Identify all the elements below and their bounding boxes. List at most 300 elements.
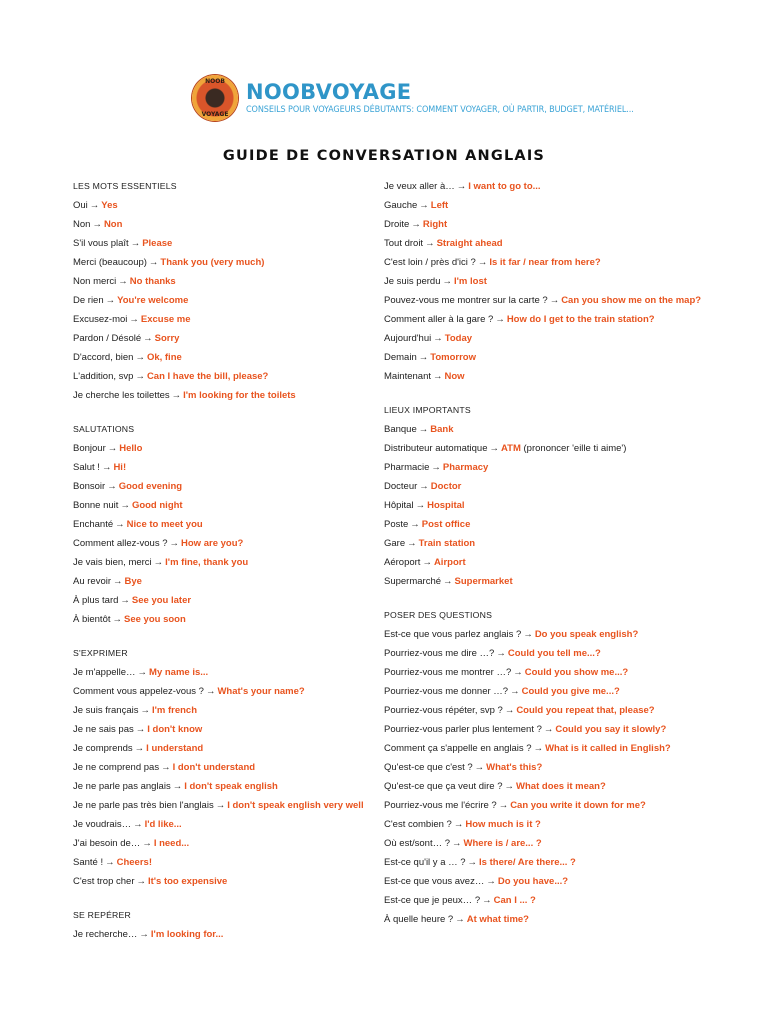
phrase-row <box>384 815 724 834</box>
phrase-french: Poste <box>384 519 409 530</box>
arrow-right-icon: → <box>205 686 216 697</box>
phrase-french: C'est loin / près d'ici ? <box>384 257 476 268</box>
arrow-right-icon: → <box>422 557 432 568</box>
phrase-french: J'ai besoin de… <box>73 838 141 849</box>
phrase-english: Doctor <box>430 481 462 492</box>
phrase-french: De rien <box>73 295 104 306</box>
phrase-row <box>73 515 403 534</box>
phrase-french: Est-ce que vous parlez anglais ? <box>384 629 522 640</box>
phrase-list-salutations <box>73 439 406 629</box>
phrase-french: Est-ce que vous avez… <box>384 876 485 887</box>
phrase-english: It's too expensive <box>147 876 228 887</box>
phrase-english: No thanks <box>129 276 176 287</box>
section-gap <box>73 405 403 420</box>
arrow-right-icon: → <box>133 819 143 830</box>
phrase-list-sexprimer <box>73 663 403 891</box>
arrow-right-icon: → <box>135 352 145 363</box>
phrase-english: I'm looking for... <box>150 929 224 940</box>
phrase-french: Je m'appelle… <box>73 667 136 678</box>
arrow-right-icon: → <box>113 576 123 587</box>
phrase-english: I need... <box>153 838 190 849</box>
arrow-right-icon: → <box>456 181 467 192</box>
phrase-row <box>384 291 724 310</box>
arrow-right-icon: → <box>139 929 149 940</box>
phrase-row <box>384 625 724 644</box>
phrase-french: L'addition, svp <box>73 371 134 382</box>
phrase-english: I'm fine, thank you <box>165 557 249 568</box>
phrase-row <box>384 853 724 872</box>
phrase-english: I'd like... <box>144 819 182 830</box>
arrow-right-icon: → <box>489 443 499 454</box>
phrase-english: Could you say it slowly? <box>555 724 667 735</box>
phrase-english: Is there/ Are there... ? <box>479 857 576 868</box>
phrase-row <box>73 553 403 572</box>
phrase-row <box>384 439 724 458</box>
phrase-french: Docteur <box>384 481 418 492</box>
phrase-french: Maintenant <box>384 371 432 382</box>
phrase-english: At what time? <box>466 914 529 925</box>
phrase-french: Supermarché <box>384 576 442 587</box>
arrow-right-icon: → <box>135 724 146 735</box>
phrase-row <box>384 572 724 591</box>
site-logo[interactable] <box>192 74 634 122</box>
phrase-row <box>73 925 403 944</box>
phrase-row <box>384 348 724 367</box>
phrase-english: I don't know <box>147 724 203 735</box>
arrow-right-icon: → <box>415 500 426 511</box>
arrow-right-icon: → <box>419 481 429 492</box>
phrase-row <box>73 253 403 272</box>
arrow-right-icon: → <box>105 857 115 868</box>
phrase-row <box>384 720 724 739</box>
phrase-french: Non merci <box>73 276 117 287</box>
phrase-english: Please <box>142 238 173 249</box>
phrase-french: Je ne comprend pas <box>73 762 160 773</box>
arrow-right-icon: → <box>137 667 148 678</box>
phrase-row <box>73 663 403 682</box>
phrase-english: What's this? <box>486 762 543 773</box>
arrow-right-icon: → <box>161 762 171 773</box>
arrow-right-icon: → <box>112 614 122 625</box>
phrase-french: Hôpital <box>384 500 414 511</box>
phrase-english: What is it called in English? <box>545 743 671 754</box>
arrow-right-icon: → <box>148 257 159 268</box>
phrase-english: Left <box>430 200 449 211</box>
arrow-right-icon: → <box>105 295 116 306</box>
phrase-french: Aujourd'hui <box>384 333 432 344</box>
phrase-english: I don't understand <box>172 762 256 773</box>
phrase-french: Bonne nuit <box>73 500 119 511</box>
section-gap <box>384 591 724 606</box>
phrase-row <box>73 815 403 834</box>
phrase-english: I understand <box>146 743 204 754</box>
phrase-french: Non <box>73 219 91 230</box>
phrase-english: Could you tell me...? <box>507 648 601 659</box>
section-heading-se-reperer: SE REPÉRER <box>73 910 132 920</box>
phrase-french: Je comprends <box>73 743 133 754</box>
arrow-right-icon: → <box>118 276 128 287</box>
phrase-english: I don't speak english very well <box>227 800 364 811</box>
phrase-english: Can you show me on the map? <box>561 295 702 306</box>
phrase-list-questions <box>384 625 724 929</box>
arrow-right-icon: → <box>92 219 102 230</box>
page-title: GUIDE DE CONVERSATION ANGLAIS <box>222 148 546 164</box>
phrase-row <box>73 477 403 496</box>
phrase-row <box>384 234 724 253</box>
phrase-french: À quelle heure ? <box>384 914 454 925</box>
phrase-row <box>384 701 724 720</box>
phrase-row <box>384 367 724 386</box>
phrase-french: Droite <box>384 219 410 230</box>
phrase-row <box>384 515 724 534</box>
phrase-english: Thank you (very much) <box>160 257 265 268</box>
phrase-french: Pardon / Désolé <box>73 333 142 344</box>
phrase-row <box>384 739 724 758</box>
phrase-english: Where is / are... ? <box>463 838 542 849</box>
phrase-row <box>73 234 403 253</box>
section-heading-mots-essentiels: LES MOTS ESSENTIELS <box>73 181 177 191</box>
phrase-row <box>73 196 403 215</box>
arrow-right-icon: → <box>153 557 164 568</box>
badge-top-text: NOOB <box>205 78 225 85</box>
phrase-row <box>384 196 724 215</box>
phrase-english: Do you speak english? <box>534 629 639 640</box>
phrase-french: Tout droit <box>384 238 424 249</box>
phrase-french: Est-ce qu'il y a … ? <box>384 857 466 868</box>
noobvoyage-badge-icon <box>192 75 238 121</box>
arrow-right-icon: → <box>142 838 152 849</box>
phrase-row <box>73 439 403 458</box>
phrase-french: C'est trop cher <box>73 876 135 887</box>
phrase-list-lieux <box>384 420 724 591</box>
phrase-french: Comment vous appelez-vous ? <box>73 686 204 697</box>
phrase-french: S'il vous plaît <box>73 238 129 249</box>
arrow-right-icon: → <box>135 371 145 382</box>
phrase-english: Now <box>444 371 465 382</box>
phrase-french: Je veux aller à… <box>384 181 455 192</box>
phrase-english: How much is it ? <box>465 819 541 830</box>
phrase-row <box>73 291 403 310</box>
phrase-row <box>384 872 724 891</box>
phrase-row <box>73 496 403 515</box>
right-column <box>384 177 724 929</box>
phrase-french: Est-ce que je peux… ? <box>384 895 481 906</box>
phrase-english: ATM <box>501 443 521 454</box>
phrase-english: Can you write it down for me? <box>510 800 646 811</box>
phrase-english: Do you have...? <box>497 876 569 887</box>
phrase-french: Bonjour <box>73 443 106 454</box>
arrow-right-icon: → <box>452 838 462 849</box>
phrase-french: Comment allez-vous ? <box>73 538 168 549</box>
arrow-right-icon: → <box>89 200 100 211</box>
arrow-right-icon: → <box>523 629 533 640</box>
phrase-row <box>384 777 724 796</box>
phrase-row <box>384 796 724 815</box>
phrase-english: You're welcome <box>117 295 189 306</box>
arrow-right-icon: → <box>477 257 488 268</box>
arrow-right-icon: → <box>169 538 180 549</box>
phrase-english: How do I get to the train station? <box>506 314 655 325</box>
phrase-english: Airport <box>433 557 466 568</box>
phrase-french: Distributeur automatique <box>384 443 488 454</box>
arrow-right-icon: → <box>143 333 153 344</box>
arrow-right-icon: → <box>543 724 554 735</box>
section-heading-lieux: LIEUX IMPORTANTS <box>384 405 471 415</box>
phrase-english: Is it far / near from here? <box>489 257 601 268</box>
phrase-row <box>384 329 724 348</box>
phrase-french: Je vais bien, merci <box>73 557 152 568</box>
arrow-right-icon: → <box>425 238 435 249</box>
arrow-right-icon: → <box>496 648 506 659</box>
phrase-french: Je suis perdu <box>384 276 441 287</box>
phrase-french: Au revoir <box>73 576 112 587</box>
phrase-row <box>384 682 724 701</box>
phrase-french: Enchanté <box>73 519 114 530</box>
phrase-row <box>384 834 724 853</box>
arrow-right-icon: → <box>134 743 145 754</box>
phrase-english: Could you show me...? <box>524 667 629 678</box>
phrase-row <box>384 253 724 272</box>
phrase-row <box>73 591 403 610</box>
phrase-english: Sorry <box>154 333 180 344</box>
phrase-english: See you soon <box>124 614 186 625</box>
arrow-right-icon: → <box>474 762 485 773</box>
phrase-row <box>73 853 403 872</box>
phrase-row <box>384 496 724 515</box>
arrow-right-icon: → <box>510 686 520 697</box>
phrase-english: Today <box>444 333 473 344</box>
phrase-french: À plus tard <box>73 595 119 606</box>
phrase-english: Can I ... ? <box>493 895 536 906</box>
phrase-french: Je suis français <box>73 705 139 716</box>
phrase-english: Right <box>422 219 448 230</box>
arrow-right-icon: → <box>504 781 515 792</box>
phrase-row <box>73 720 403 739</box>
arrow-right-icon: → <box>120 595 130 606</box>
phrase-row <box>73 215 403 234</box>
phrase-french: Demain <box>384 352 417 363</box>
phrase-row <box>384 644 724 663</box>
phrase-row <box>73 758 403 777</box>
phrase-french: Excusez-moi <box>73 314 128 325</box>
phrase-row <box>73 682 403 701</box>
arrow-right-icon: → <box>533 743 544 754</box>
phrase-english: Post office <box>421 519 471 530</box>
phrase-row <box>73 701 403 720</box>
phrase-french: Merci (beaucoup) <box>73 257 147 268</box>
phrase-row <box>73 534 406 553</box>
phrase-row <box>73 834 403 853</box>
phrase-french: Gare <box>384 538 406 549</box>
phrase-english: Good evening <box>118 481 183 492</box>
phrase-french: Pourriez-vous répéter, svp ? <box>384 705 503 716</box>
phrase-row <box>73 310 403 329</box>
badge-bottom-text: VOYAGE <box>201 111 229 118</box>
phrase-row <box>73 739 403 758</box>
phrase-french: Pharmacie <box>384 462 430 473</box>
phrase-french: Pouvez-vous me montrer sur la carte ? <box>384 295 548 306</box>
phrase-list-se-reperer <box>73 925 403 944</box>
brand-block <box>246 81 634 115</box>
arrow-right-icon: → <box>172 781 183 792</box>
section-gap <box>73 891 403 906</box>
section-heading-salutations: SALUTATIONS <box>73 424 135 434</box>
phrase-english: How are you? <box>181 538 244 549</box>
brand-tagline: CONSEILS POUR VOYAGEURS DÉBUTANTS: COMMENT VOYAGER, OÙ PARTIR, BUDGET, MATÉRIEL... <box>246 105 634 115</box>
arrow-right-icon: → <box>120 500 130 511</box>
phrase-english: Can I have the bill, please? <box>146 371 269 382</box>
arrow-right-icon: → <box>486 876 496 887</box>
arrow-right-icon: → <box>107 443 118 454</box>
arrow-right-icon: → <box>418 424 429 435</box>
phrase-row <box>73 458 403 477</box>
phrase-french: Santé ! <box>73 857 104 868</box>
phrase-row <box>73 367 403 386</box>
phrase-row <box>73 872 403 891</box>
phrase-english: Hi! <box>113 462 127 473</box>
phrase-french: Je recherche… <box>73 929 138 940</box>
phrase-english: See you later <box>131 595 192 606</box>
phrase-english: Hello <box>119 443 143 454</box>
phrase-french: Banque <box>384 424 417 435</box>
phrase-row <box>73 796 403 815</box>
section-gap <box>73 629 403 644</box>
phrase-french: Pourriez-vous me montrer …? <box>384 667 512 678</box>
phrase-english: Cheers! <box>116 857 152 868</box>
phrase-english: I'm lost <box>454 276 487 287</box>
phrase-french: Je cherche les toilettes <box>73 390 170 401</box>
phrase-english: Yes <box>101 200 118 211</box>
phrase-french: Où est/sont… ? <box>384 838 451 849</box>
phrase-french: Je ne sais pas <box>73 724 134 735</box>
phrase-row <box>384 215 724 234</box>
arrow-right-icon: → <box>115 519 125 530</box>
arrow-right-icon: → <box>101 462 112 473</box>
phrase-french: D'accord, bien <box>73 352 134 363</box>
arrow-right-icon: → <box>433 333 443 344</box>
phrase-english: Ok, fine <box>146 352 182 363</box>
phrase-row <box>384 272 724 291</box>
arrow-right-icon: → <box>431 462 441 473</box>
phrase-row <box>384 663 724 682</box>
arrow-right-icon: → <box>215 800 226 811</box>
arrow-right-icon: → <box>442 276 453 287</box>
phrase-english: Non <box>103 219 123 230</box>
phrase-row <box>384 891 724 910</box>
phrase-english: What's your name? <box>217 686 305 697</box>
arrow-right-icon: → <box>443 576 453 587</box>
phrase-english: Excuse me <box>140 314 191 325</box>
phrase-french: À bientôt <box>73 614 111 625</box>
arrow-right-icon: → <box>171 390 182 401</box>
phrase-row <box>384 477 724 496</box>
phrase-french: Salut ! <box>73 462 100 473</box>
phrase-english: Could you repeat that, please? <box>516 705 655 716</box>
phrase-french: Je ne parle pas très bien l'anglais <box>73 800 214 811</box>
phrase-english: Hospital <box>427 500 465 511</box>
arrow-right-icon: → <box>504 705 515 716</box>
phrase-french: Qu'est-ce que ça veut dire ? <box>384 781 503 792</box>
phrase-english: I don't speak english <box>184 781 278 792</box>
phrase-english: Supermarket <box>454 576 513 587</box>
arrow-right-icon: → <box>433 371 443 382</box>
phrase-english: Bank <box>430 424 454 435</box>
phrase-row <box>73 572 403 591</box>
arrow-right-icon: → <box>455 914 465 925</box>
phrase-row <box>73 386 403 405</box>
arrow-right-icon: → <box>419 200 429 211</box>
phrase-english: Pharmacy <box>442 462 489 473</box>
arrow-right-icon: → <box>418 352 429 363</box>
phrase-french: Qu'est-ce que c'est ? <box>384 762 473 773</box>
phrase-english: My name is... <box>149 667 209 678</box>
phrase-row <box>73 610 403 629</box>
arrow-right-icon: → <box>129 314 139 325</box>
phrase-row <box>384 177 724 196</box>
phrase-english: Could you give me...? <box>521 686 620 697</box>
phrase-row <box>384 910 724 929</box>
phrase-french: Pourriez-vous me donner …? <box>384 686 509 697</box>
arrow-right-icon: → <box>407 538 417 549</box>
phrase-row <box>384 758 724 777</box>
arrow-right-icon: → <box>410 519 420 530</box>
phrase-english: Good night <box>131 500 183 511</box>
phrase-row <box>384 553 724 572</box>
phrase-english: I'm french <box>151 705 198 716</box>
arrow-right-icon: → <box>411 219 421 230</box>
arrow-right-icon: → <box>130 238 141 249</box>
phrase-list-directions <box>384 177 724 386</box>
brand-name: NOOBVOYAGE <box>246 80 412 104</box>
phrase-french: Je voudrais… <box>73 819 132 830</box>
phrase-english: I want to go to... <box>468 181 541 192</box>
section-heading-questions: POSER DES QUESTIONS <box>384 610 493 620</box>
phrase-english: Nice to meet you <box>126 519 203 530</box>
arrow-right-icon: → <box>498 800 509 811</box>
arrow-right-icon: → <box>136 876 146 887</box>
arrow-right-icon: → <box>495 314 505 325</box>
arrow-right-icon: → <box>513 667 523 678</box>
pronunciation-note: (prononcer 'eille ti aime') <box>523 443 627 454</box>
phrase-french: Aéroport <box>384 557 421 568</box>
phrase-french: Pourriez-vous parler plus lentement ? <box>384 724 542 735</box>
phrase-french: Gauche <box>384 200 418 211</box>
arrow-right-icon: → <box>453 819 464 830</box>
phrase-english: I'm looking for the toilets <box>183 390 296 401</box>
phrase-french: Bonsoir <box>73 481 106 492</box>
phrase-row <box>73 348 403 367</box>
phrase-french: Je ne parle pas anglais <box>73 781 171 792</box>
phrase-row <box>384 310 724 329</box>
section-heading-sexprimer: S'EXPRIMER <box>73 648 128 658</box>
phrase-row <box>73 777 403 796</box>
arrow-right-icon: → <box>107 481 117 492</box>
phrase-english: Bye <box>124 576 142 587</box>
arrow-right-icon: → <box>467 857 478 868</box>
phrase-english: Train station <box>418 538 476 549</box>
phrase-list-mots-essentiels <box>73 196 403 405</box>
phrase-english: Straight ahead <box>436 238 503 249</box>
phrase-row <box>384 420 724 439</box>
phrase-row <box>384 534 724 553</box>
arrow-right-icon: → <box>549 295 560 306</box>
arrow-right-icon: → <box>140 705 150 716</box>
phrase-row <box>384 458 724 477</box>
phrase-english: Tomorrow <box>430 352 476 363</box>
phrase-row <box>73 329 403 348</box>
phrase-french: Pourriez-vous me dire …? <box>384 648 495 659</box>
phrase-french: Oui <box>73 200 88 211</box>
